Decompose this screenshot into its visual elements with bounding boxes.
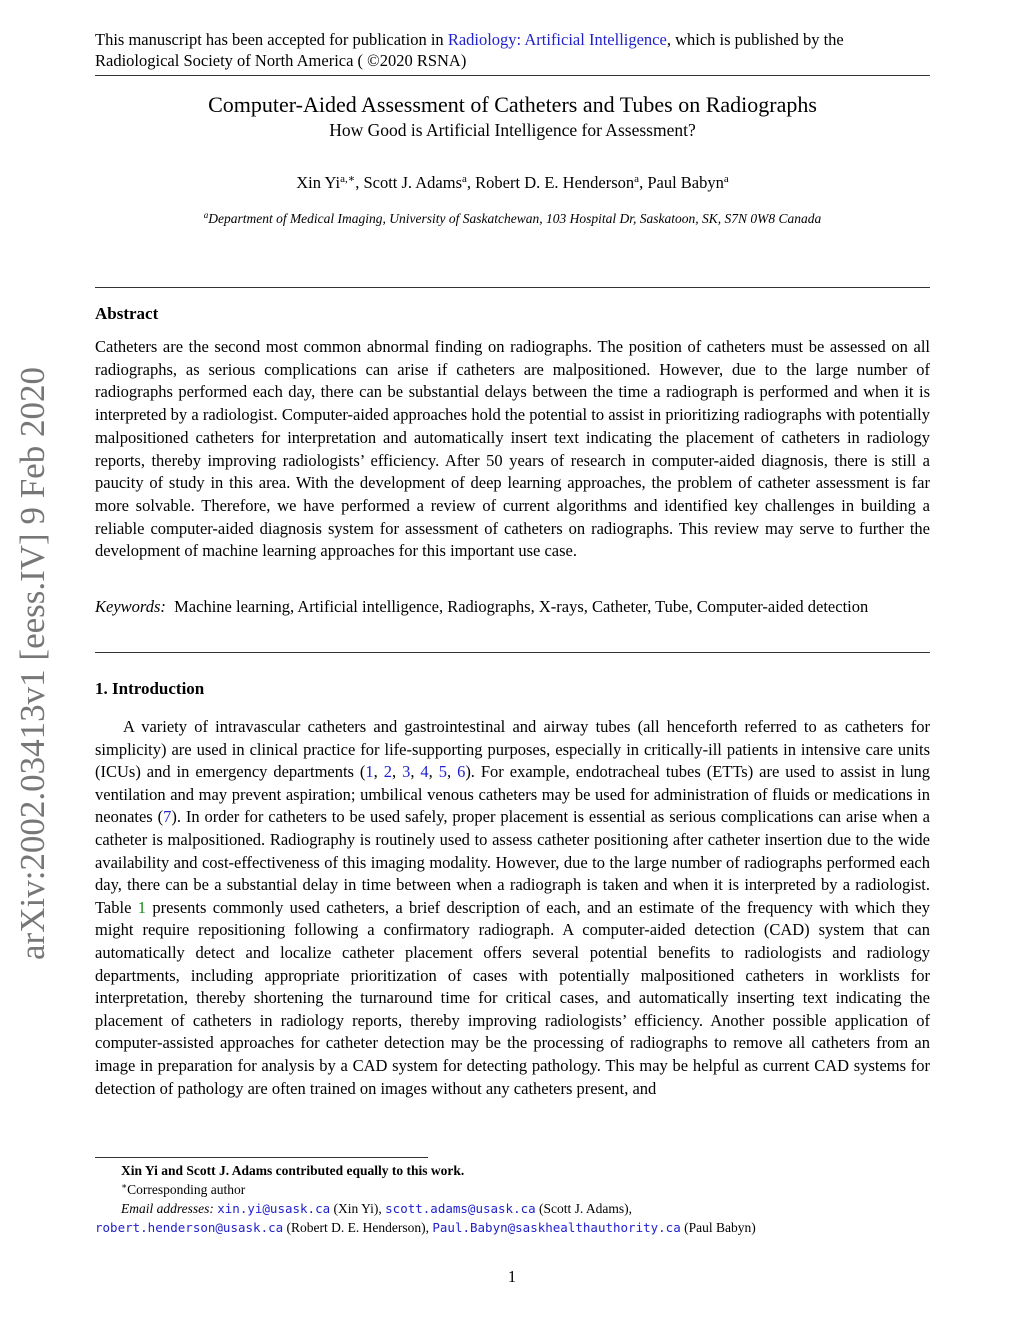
citation-link[interactable]: 4	[420, 762, 429, 782]
keywords-label: Keywords:	[95, 597, 166, 616]
journal-link[interactable]: Radiology: Artificial Intelligence	[447, 30, 667, 49]
abstract-heading: Abstract	[95, 304, 159, 323]
author-superscript: a	[462, 173, 467, 185]
footnote-emails	[95, 1199, 930, 1218]
footnote-corresponding	[95, 1180, 930, 1199]
citation-link[interactable]: 6	[457, 762, 466, 782]
author-name: Scott J. Adams	[363, 173, 463, 192]
email-link[interactable]: robert.henderson@usask.ca	[95, 1220, 284, 1235]
email-owner: (Paul Babyn)	[684, 1220, 756, 1235]
table-reference-link[interactable]: 1	[137, 897, 147, 917]
footnote-equal-contribution: Xin Yi and Scott J. Adams contributed equally to this work.	[121, 1163, 465, 1178]
affiliation-text: Department of Medical Imaging, University of Saskatchewan, 103 Hospital Dr, Saskatoon, SK, S7N 0W8 Canada	[208, 211, 822, 226]
author-separator: ,	[466, 173, 476, 192]
citation-link[interactable]: 3	[402, 762, 411, 782]
author-list	[95, 172, 930, 194]
abstract-bottom-rule	[95, 652, 930, 653]
paper-title: Computer-Aided Assessment of Catheters and Tubes on Radiographs	[208, 92, 817, 117]
email-link[interactable]: xin.yi@usask.ca	[217, 1201, 331, 1216]
intro-text: presents commonly used catheters, a brief description of each, and an estimate of the frequency with which they might require repositioning following a confirmatory radiograph. A computer-aided detection (CAD) system that can automatically detect and localize catheter placement offers several potential benefits to radiologists and radiology departments, including appropriate prioritization of cases with potentially malpositioned catheters in worklists for interpretation, thereby shortening the turnaround time for critical cases, and automatically inserting text indicating the placement of catheters in radiology reports, thereby improving radiologists’ efficiency. Another possible application of computer-assisted approaches for catheter detection may be the processing of radiographs to remove all catheters from an image in preparation for analysis by a CAD system for detecting pathology. This may be helpful as current CAD systems for detection of pathology are often trained on images without any catheters present, and	[95, 897, 930, 1098]
author-name: Xin Yi	[296, 173, 341, 192]
email-link[interactable]: scott.adams@usask.ca	[385, 1201, 536, 1216]
header-divider	[95, 75, 930, 76]
author-superscript: a	[723, 173, 729, 185]
intro-text: ). In order for catheters to be used safely, proper placement is essential as serious complications can arise when a catheter is malpositioned. Radiography is routinely used to assess catheter positioning after catheter insertion due to the wide availability and cost-effectiveness of this imaging modality. However, due to the large number of radiographs performed each day, there can be a substantial delay in time between when a radiograph is taken and when it is interpreted by a radiologist. Table	[95, 807, 930, 917]
keywords-list: Machine learning, Artificial intelligence, Radiographs, X-rays, Catheter, Tube, Computer-aided detection	[174, 597, 869, 616]
email-link[interactable]: Paul.Babyn@saskhealthauthority.ca	[432, 1220, 681, 1235]
email-owner: (Xin Yi),	[333, 1201, 386, 1216]
author-separator: ,	[355, 173, 364, 192]
corresponding-text: Corresponding author	[127, 1182, 246, 1197]
keywords	[95, 596, 930, 619]
publication-notice	[95, 29, 930, 71]
corresponding-superscript: ∗	[121, 1181, 128, 1191]
section-heading-introduction: 1. Introduction	[95, 679, 205, 698]
author-separator: ,	[639, 173, 648, 192]
citation-link[interactable]: 1	[365, 762, 374, 782]
email-owner: (Robert D. E. Henderson),	[286, 1220, 433, 1235]
citation-link[interactable]: 5	[438, 762, 447, 782]
intro-text: ). For example, endotracheal tubes (ETTs) are used to assist in lung ventilation and may prevent aspiration; umbilical venous catheters may be used for administration of fluids or medications in neonates (	[95, 762, 931, 827]
affiliation-superscript: a	[203, 210, 209, 220]
author-superscript: a	[634, 173, 640, 185]
author-name: Robert D. E. Henderson	[475, 173, 635, 192]
citation-link[interactable]: 7	[163, 807, 172, 827]
affiliation	[95, 210, 930, 228]
introduction-paragraph: A variety of intravascular catheters and gastrointestinal and airway tubes (all henceforth referred to as catheters for simplicity) are used in clinical practice for life-supporting purposes, especially in critically-ill patients in intensive care units (ICUs) and in emergency departments (1, 2, 3, 4, 5, 6). For example, endotracheal tubes (ETTs) are used to assist in lung ventilation and may prevent aspiration; umbilical venous catheters may be used for administration of fluids or medications in neonates (7). In order for catheters to be used safely, proper placement is essential as serious complications can arise when a catheter is malpositioned. Radiography is routinely used to assess catheter positioning after catheter insertion due to the wide availability and cost-effectiveness of this imaging modality. However, due to the large number of radiographs performed each day, there can be a substantial delay in time between when a radiograph is taken and when it is interpreted by a radiologist. Table 1 presents commonly used catheters, a brief description of each, and an estimate of the frequency with which they might require repositioning following a confirmatory radiograph. A computer-aided detection (CAD) system that can automatically detect and localize catheter placement offers several potential benefits to radiologists and radiology departments, including appropriate prioritization of cases with potentially malpositioned catheters in worklists for interpretation, thereby shortening the turnaround time for critical cases, and automatically inserting text indicating the placement of catheters in radiology reports, thereby improving radiologists’ efficiency. Another possible application of computer-assisted approaches for catheter detection may be the processing of radiographs to remove all catheters from an image in preparation for analysis by a CAD system for detecting pathology. This may be helpful as current CAD systems for detection of pathology are often trained on images without any catheters present, and	[95, 717, 931, 1098]
author-superscript: a,∗	[340, 173, 356, 185]
page-number: 1	[507, 1267, 517, 1286]
abstract-top-rule	[95, 287, 930, 288]
intro-text: A variety of intravascular catheters and gastrointestinal and airway tubes (all henceforth referred to as catheters for simplicity) are used in clinical practice for life-supporting purposes, especially in critically-ill patients in intensive care units (ICUs) and in emergency departments (	[95, 717, 930, 782]
email-owner: (Scott J. Adams),	[539, 1201, 633, 1216]
abstract-body: Catheters are the second most common abnormal finding on radiographs. The position of catheters must be assessed on all radiographs, as serious complications can arise if catheters are malpositioned. However, due to the large number of radiographs performed each day, there can be substantial delays between the time a radiograph is performed and when it is interpreted by a radiologist. Computer-aided approaches hold the potential to assist in prioritizing radiographs with potentially malpositioned catheters for interpretation and automatically insert text indicating the placement of catheters in radiology reports, thereby improving radiologists’ efficiency. After 50 years of research in computer-aided diagnosis, there is still a paucity of study in this area. With the development of deep learning approaches, the problem of catheter assessment is far more solvable. Therefore, we have performed a review of current algorithms and identified key challenges in building a reliable computer-aided diagnosis system for assessment of catheters on radiographs. This review may serve to further the development of machine learning approaches for this important use case.	[95, 337, 930, 561]
notice-text-before: This manuscript has been accepted for publication in	[95, 30, 448, 49]
arxiv-identifier-stamp: arXiv:2002.03413v1 [eess.IV] 9 Feb 2020	[13, 367, 52, 960]
citation-link[interactable]: 2	[383, 762, 392, 782]
footnotes	[95, 1161, 930, 1237]
paper-subtitle: How Good is Artificial Intelligence for Assessment?	[329, 120, 696, 140]
footnote-rule	[95, 1157, 428, 1158]
email-label: Email addresses:	[121, 1201, 214, 1216]
author-name: Paul Babyn	[647, 173, 724, 192]
notice-text-after: , which is published by the Radiological Society of North America ( ©2020 RSNA)	[95, 30, 844, 70]
footnote-emails-continued	[95, 1218, 930, 1237]
